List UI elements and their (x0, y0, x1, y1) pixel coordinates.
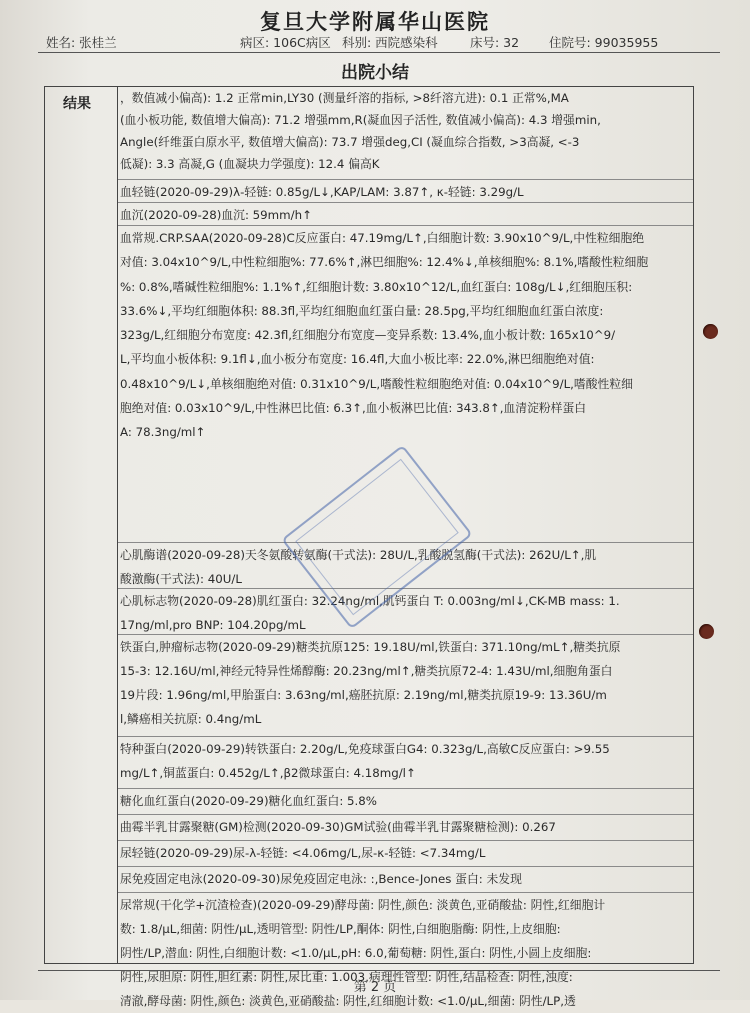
result-line: 阴性/LP,潜血: 阴性,白细胞计数: <1.0/μL,pH: 6.0,葡萄糖: 阴性,蛋白: 阴性,小圆上皮细胞: (120, 946, 592, 960)
label-column (45, 87, 118, 963)
result-line: 尿免疫固定电泳(2020-09-30)尿免疫固定电泳: :,Bence-Jones 蛋白: 未发现 (120, 872, 522, 886)
result-row-urine-light-chain (118, 841, 693, 867)
result-row-teg (118, 87, 693, 180)
result-row-gm-test (118, 815, 693, 841)
document-title: 出院小结 (341, 63, 409, 83)
footer-divider (38, 970, 720, 971)
binder-hole (703, 324, 718, 339)
result-line: 对值: 3.04x10^9/L,中性粒细胞%: 77.6%↑,淋巴细胞%: 12.4%↓,单核细胞%: 8.1%,嗜酸性粒细胞 (120, 255, 649, 270)
patient-name: 姓名: 张桂兰 (46, 35, 117, 50)
section-label: 结果 (63, 96, 91, 112)
result-line: l,鳞癌相关抗原: 0.4ng/mL (120, 712, 262, 726)
result-row-tumor-marker (118, 635, 693, 737)
hospital-name: 复旦大学附属华山医院 (260, 9, 490, 34)
result-line: Angle(纤维蛋白原水平, 数值增大偏高): 73.7 增强deg,CI (凝血综合指数, >3高凝, <-3 (120, 135, 580, 149)
result-line: 血常规.CRP.SAA(2020-09-28)C反应蛋白: 47.19mg/L↑,白细胞计数: 3.90x10^9/L,中性粒细胞绝 (120, 231, 645, 245)
result-line: L,平均血小板体积: 9.1fl↓,血小板分布宽度: 16.4fl,大血小板比率: 22.0%,淋巴细胞绝对值: (120, 352, 595, 367)
result-row-light-chain (118, 180, 693, 203)
result-line: 0.48x10^9/L↓,单核细胞绝对值: 0.31x10^9/L,嗜酸性粒细胞绝对值: 0.04x10^9/L,嗜酸性粒细 (120, 376, 633, 391)
result-row-hba1c (118, 789, 693, 815)
result-line: 曲霉半乳甘露聚糖(GM)检测(2020-09-30)GM试验(曲霉半乳甘露聚糖检测): 0.267 (120, 820, 556, 834)
result-line: 数: 1.8/μL,细菌: 阴性/μL,透明管型: 阴性/LP,酮体: 阴性,白细胞脂酶: 阴性,上皮细胞: (120, 922, 561, 936)
bed-number: 床号: 32 (470, 35, 520, 50)
result-line: 血沉(2020-09-28)血沉: 59mm/h↑ (120, 208, 313, 222)
result-line: 特种蛋白(2020-09-29)转铁蛋白: 2.20g/L,免疫球蛋白G4: 0.323g/L,高敏C反应蛋白: >9.55 (120, 742, 610, 756)
result-line: A: 78.3ng/ml↑ (120, 425, 206, 440)
result-line: 33.6%↓,平均红细胞体积: 88.3fl,平均红细胞血红蛋白量: 28.5pg,平均红细胞血红蛋白浓度: (120, 303, 604, 318)
result-line: 胞绝对值: 0.03x10^9/L,中性淋巴比值: 6.3↑,血小板淋巴比值: 343.8↑,血清淀粉样蛋白 (120, 401, 587, 416)
result-line: mg/L↑,铜蓝蛋白: 0.452g/L↑,β2微球蛋白: 4.18mg/l↑ (120, 766, 416, 780)
result-row-esr (118, 203, 693, 226)
ward: 病区: 106C病区 (240, 35, 331, 50)
result-line: 铁蛋白,肿瘤标志物(2020-09-29)糖类抗原125: 19.18U/ml,铁蛋白: 371.10ng/mL↑,糖类抗原 (120, 640, 621, 654)
result-line: 15-3: 12.16U/ml,神经元特异性烯醇酶: 20.23ng/ml↑,糖类抗原72-4: 1.43U/ml,细胞角蛋白 (120, 664, 613, 678)
result-line: 心肌酶谱(2020-09-28)天冬氨酸转氨酶(干式法): 28U/L,乳酸脱氢酶(干式法): 262U/L↑,肌 (120, 548, 597, 562)
header-divider (38, 52, 720, 53)
result-line: 心肌标志物(2020-09-28)肌红蛋白: 32.24ng/ml,肌钙蛋白 T: 0.003ng/ml↓,CK-MB mass: 1. (120, 594, 620, 608)
result-line: 酸激酶(干式法): 40U/L (120, 572, 242, 586)
result-line: 19片段: 1.96ng/ml,甲胎蛋白: 3.63ng/ml,癌胚抗原: 2.19ng/ml,糖类抗原19-9: 13.36U/m (120, 688, 607, 702)
result-line: 血轻链(2020-09-29)λ-轻链: 0.85g/L↓,KAP/LAM: 3.87↑, κ-轻链: 3.29g/L (120, 185, 524, 199)
result-line: 323g/L,红细胞分布宽度: 42.3fl,红细胞分布宽度—变异系数: 13.4%,血小板计数: 165x10^9/ (120, 328, 616, 343)
result-row-special-protein (118, 737, 693, 789)
result-line: ，数值减小偏高): 1.2 正常min,LY30 (测量纤溶的指标, >8纤溶亢进): 0.1 正常%,MA (120, 91, 569, 105)
result-line: 低凝): 3.3 高凝,G (血凝块力学强度): 12.4 偏高K (120, 157, 380, 171)
patient-info-bar (46, 33, 726, 51)
page-number: 第 2 页 (353, 980, 397, 995)
result-row-myocardial-marker (118, 589, 693, 635)
result-line: 尿轻链(2020-09-29)尿-λ-轻链: <4.06mg/L,尿-κ-轻链: <7.34mg/L (120, 846, 486, 860)
result-row-blood-routine (118, 226, 693, 543)
result-line: 阴性,尿胆原: 阴性,胆红素: 阴性,尿比重: 1.003,病理性管型: 阴性,结晶检查: 阴性,浊度: (120, 970, 573, 984)
result-line: %: 0.8%,嗜碱性粒细胞%: 1.1%↑,红细胞计数: 3.80x10^12/L,血红蛋白: 108g/L↓,红细胞压积: (120, 279, 633, 294)
result-line: 17ng/ml,pro BNP: 104.20pg/mL (120, 618, 306, 632)
result-line: 糖化血红蛋白(2020-09-29)糖化血红蛋白: 5.8% (120, 794, 378, 808)
binder-hole (699, 624, 714, 639)
admission-number: 住院号: 99035955 (549, 35, 659, 50)
result-row-urine-ife (118, 867, 693, 893)
result-line: 尿常规(干化学+沉渣检查)(2020-09-29)酵母菌: 阴性,颜色: 淡黄色,亚硝酸盐: 阴性,红细胞计 (120, 898, 606, 912)
result-row-myocardial-enzyme (118, 543, 693, 589)
department: 科别: 西院感染科 (342, 35, 438, 50)
result-line: (血小板功能, 数值增大偏高): 71.2 增强mm,R(凝血因子活性, 数值减小偏高): 4.3 增强min, (120, 113, 601, 127)
result-line: 清澈,酵母菌: 阴性,颜色: 淡黄色,亚硝酸盐: 阴性,红细胞计数: <1.0/μL,细菌: 阴性/LP,透 (120, 994, 576, 1008)
